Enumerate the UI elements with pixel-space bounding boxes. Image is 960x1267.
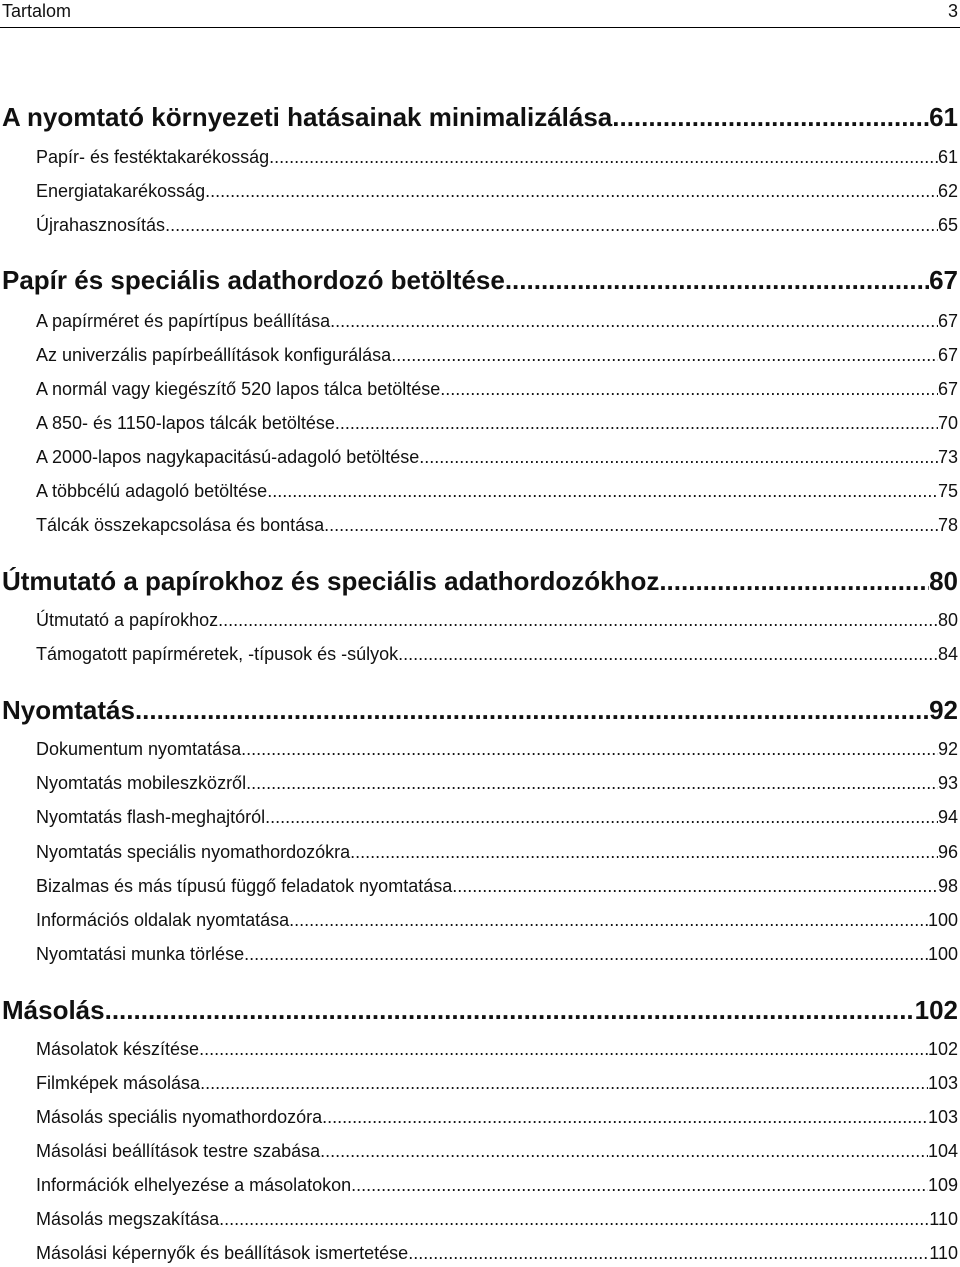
toc-leader-dots xyxy=(244,941,928,967)
toc-entry-title: Nyomtatás flash-meghajtóról xyxy=(36,807,266,827)
toc-section-entry[interactable] xyxy=(36,1036,958,1062)
toc-entry-page: 80 xyxy=(929,566,958,596)
toc-entry-page: 109 xyxy=(927,1175,958,1195)
toc-section-entry[interactable] xyxy=(36,1172,958,1198)
toc-section-entry[interactable] xyxy=(36,478,958,504)
toc-leader-dots xyxy=(267,478,938,504)
toc-entry-title: Támogatott papírméretek, -típusok és -súlyok xyxy=(36,644,399,664)
toc-leader-dots xyxy=(105,993,915,1027)
toc-entry-page: 110 xyxy=(929,1243,958,1263)
toc-section-entry[interactable] xyxy=(36,1206,958,1232)
toc-entry-page: 110 xyxy=(929,1209,958,1229)
toc-entry-page: 93 xyxy=(937,773,958,793)
toc-leader-dots xyxy=(335,410,938,436)
toc-section-entry[interactable] xyxy=(36,1104,958,1130)
toc-section-entry[interactable] xyxy=(36,512,958,538)
toc-entry-page: 67 xyxy=(937,311,958,331)
toc-entry-title: Információk elhelyezése a másolatokon xyxy=(36,1175,352,1195)
toc-section-entry[interactable] xyxy=(36,1070,958,1096)
toc-leader-dots xyxy=(398,641,938,667)
toc-section-entry[interactable] xyxy=(36,839,958,865)
toc-entry-title: Másolási beállítások testre szabása xyxy=(36,1141,321,1161)
toc-entry-title: Másolás megszakítása xyxy=(36,1209,220,1229)
toc-entry-page: 67 xyxy=(937,379,958,399)
toc-entry-title: Másolási képernyők és beállítások ismertetése xyxy=(36,1243,409,1263)
toc-entry-title: Bizalmas és más típusú függő feladatok nyomtatása xyxy=(36,876,453,896)
toc-leader-dots xyxy=(351,1172,928,1198)
header-divider xyxy=(0,27,960,28)
toc-section-entry[interactable] xyxy=(36,342,958,368)
toc-leader-dots xyxy=(350,839,938,865)
toc-chapter-entry[interactable] xyxy=(2,100,958,134)
toc-entry-page: 104 xyxy=(927,1141,958,1161)
toc-section-entry[interactable] xyxy=(36,873,958,899)
toc-leader-dots xyxy=(452,873,938,899)
page-header xyxy=(0,0,960,22)
toc-leader-dots xyxy=(200,1070,928,1096)
toc-leader-dots xyxy=(324,512,938,538)
toc-chapter-entry[interactable] xyxy=(2,693,958,727)
toc-leader-dots xyxy=(659,564,929,598)
toc-entry-page: 73 xyxy=(937,447,958,467)
toc-entry-title: Másolatok készítése xyxy=(36,1039,200,1059)
toc-section-entry[interactable] xyxy=(36,607,958,633)
toc-leader-dots xyxy=(199,1036,928,1062)
toc-entry-title: A többcélú adagoló betöltése xyxy=(36,481,268,501)
toc-entry-title: Információs oldalak nyomtatása xyxy=(36,910,290,930)
page-header-title: Tartalom xyxy=(2,1,72,21)
toc-leader-dots xyxy=(440,376,938,402)
toc-section-entry[interactable] xyxy=(36,770,958,796)
toc-leader-dots xyxy=(246,770,938,796)
toc-entry-title: Papír és speciális adathordozó betöltése xyxy=(2,265,505,295)
toc-section-entry[interactable] xyxy=(36,907,958,933)
toc-leader-dots xyxy=(391,342,938,368)
toc-entry-page: 78 xyxy=(937,515,958,535)
toc-entry-title: Útmutató a papírokhoz és speciális adathordozókhoz xyxy=(2,566,660,596)
toc-leader-dots xyxy=(135,693,929,727)
toc-section-entry[interactable] xyxy=(36,941,958,967)
toc-chapter-entry[interactable] xyxy=(2,993,958,1027)
toc-entry-title: Nyomtatás mobileszközről xyxy=(36,773,247,793)
toc-leader-dots xyxy=(322,1104,928,1130)
toc-entry-title: Energiatakarékosság xyxy=(36,181,206,201)
toc-entry-title: A 2000-lapos nagykapacitású-adagoló betöltése xyxy=(36,447,420,467)
toc-entry-page: 98 xyxy=(937,876,958,896)
toc-leader-dots xyxy=(289,907,928,933)
toc-entry-title: Tálcák összekapcsolása és bontása xyxy=(36,515,325,535)
toc-entry-page: 92 xyxy=(937,739,958,759)
toc-leader-dots xyxy=(218,607,938,633)
toc-section-entry[interactable] xyxy=(36,736,958,762)
toc-entry-title: Nyomtatási munka törlése xyxy=(36,944,245,964)
toc-entry-page: 61 xyxy=(937,147,958,167)
toc-section-entry[interactable] xyxy=(36,444,958,470)
toc-leader-dots xyxy=(205,178,938,204)
toc-entry-page: 84 xyxy=(937,644,958,664)
toc-entry-page: 70 xyxy=(937,413,958,433)
toc-leader-dots xyxy=(419,444,938,470)
toc-leader-dots xyxy=(241,736,938,762)
toc-leader-dots xyxy=(330,308,938,334)
toc-leader-dots xyxy=(320,1138,928,1164)
toc-entry-title: Nyomtatás speciális nyomathordozókra xyxy=(36,842,351,862)
toc-leader-dots xyxy=(505,263,929,297)
toc-section-entry[interactable] xyxy=(36,1138,958,1164)
toc-entry-page: 67 xyxy=(929,265,958,295)
toc-entry-page: 102 xyxy=(927,1039,958,1059)
toc-chapter-entry[interactable] xyxy=(2,263,958,297)
toc-leader-dots xyxy=(408,1240,929,1266)
toc-entry-title: Másolás xyxy=(2,995,105,1025)
page-header-number: 3 xyxy=(947,1,958,21)
toc-leader-dots xyxy=(265,804,938,830)
toc-section-entry[interactable] xyxy=(36,308,958,334)
toc-leader-dots xyxy=(612,100,929,134)
toc-entry-page: 62 xyxy=(937,181,958,201)
toc-entry-page: 94 xyxy=(937,807,958,827)
toc-leader-dots xyxy=(219,1206,929,1232)
toc-entry-page: 80 xyxy=(937,610,958,630)
toc-entry-page: 61 xyxy=(929,102,958,132)
toc-entry-title: Újrahasznosítás xyxy=(36,215,166,235)
toc-section-entry[interactable] xyxy=(36,804,958,830)
toc-entry-title: A 850- és 1150-lapos tálcák betöltése xyxy=(36,413,335,433)
toc-entry-page: 103 xyxy=(927,1073,958,1093)
toc-entry-page: 75 xyxy=(937,481,958,501)
toc-leader-dots xyxy=(165,212,938,238)
toc-entry-page: 100 xyxy=(927,910,958,930)
toc-entry-page: 102 xyxy=(914,995,958,1025)
toc-chapter-entry[interactable] xyxy=(2,564,958,598)
toc-entry-title: Másolás speciális nyomathordozóra xyxy=(36,1107,323,1127)
toc-section-entry[interactable] xyxy=(36,641,958,667)
toc-section-entry[interactable] xyxy=(36,178,958,204)
toc-entry-page: 100 xyxy=(927,944,958,964)
toc-section-entry[interactable] xyxy=(36,1240,958,1266)
toc-leader-dots xyxy=(269,144,938,170)
toc-entry-page: 67 xyxy=(937,345,958,365)
toc-entry-title: Útmutató a papírokhoz xyxy=(36,610,219,630)
toc-section-entry[interactable] xyxy=(36,212,958,238)
toc-entry-title: A nyomtató környezeti hatásainak minimalizálása xyxy=(2,102,613,132)
toc-section-entry[interactable] xyxy=(36,376,958,402)
toc-section-entry[interactable] xyxy=(36,410,958,436)
toc-section-entry[interactable] xyxy=(36,144,958,170)
toc-entry-title: A normál vagy kiegészítő 520 lapos tálca betöltése xyxy=(36,379,441,399)
toc-entry-page: 103 xyxy=(927,1107,958,1127)
toc-entry-title: Filmképek másolása xyxy=(36,1073,201,1093)
toc-entry-title: Papír- és festéktakarékosság xyxy=(36,147,270,167)
toc-entry-page: 65 xyxy=(937,215,958,235)
toc-entry-title: A papírméret és papírtípus beállítása xyxy=(36,311,331,331)
toc-entry-page: 96 xyxy=(937,842,958,862)
toc-entry-page: 92 xyxy=(929,695,958,725)
toc-entry-title: Dokumentum nyomtatása xyxy=(36,739,242,759)
toc-entry-title: Nyomtatás xyxy=(2,695,135,725)
toc-entry-title: Az univerzális papírbeállítások konfigurálása xyxy=(36,345,392,365)
